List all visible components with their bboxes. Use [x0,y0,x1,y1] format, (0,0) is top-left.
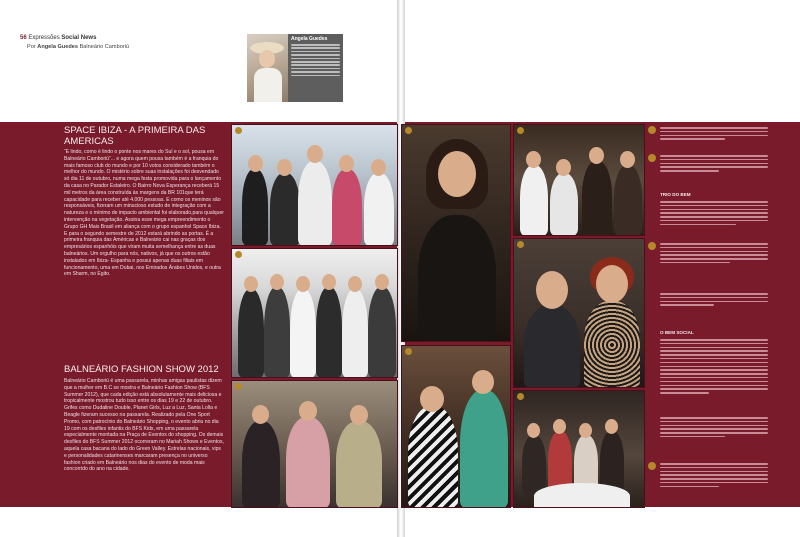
author-bio [288,34,343,102]
person-figure [270,173,300,246]
caption-column [648,124,770,507]
person-head [339,155,354,172]
person-figure [342,289,368,378]
person-head [348,276,362,292]
page-header [20,35,96,41]
person-figure [290,289,316,378]
person-head [350,405,368,425]
person-head [299,401,317,421]
person-head [589,147,604,164]
photo-number-badge [517,127,524,134]
byline-author: Angela Guedes [37,44,79,50]
person-head [596,265,628,303]
article-column [63,122,225,507]
person-head [277,159,292,176]
person-figure [550,173,578,236]
photo-03-group [231,380,398,508]
bio-line [291,75,340,77]
person-figure [298,161,332,246]
author-body [254,68,282,102]
person-head [579,423,592,438]
photo-06-group [513,124,645,236]
person-head [296,276,310,292]
caption-number-badge [648,126,656,134]
bio-line [291,44,340,46]
photo-02-group [231,248,398,378]
bio-line [291,47,340,49]
section-name: Expressões [28,35,60,41]
bio-line [291,71,340,73]
photo-number-badge [517,393,524,400]
author-face [259,50,275,68]
photo-number-badge [405,127,412,134]
person-head [371,159,386,176]
person-figure [522,435,546,495]
photo-number-badge [517,241,524,248]
person-figure [582,161,612,236]
photo-08-table [513,390,645,508]
person-figure [264,287,290,378]
person-figure [238,289,264,378]
person-head [248,155,263,172]
caption-number-badge [648,154,656,162]
table-cloth [534,483,630,508]
photo-number-badge [405,348,412,355]
caption-text-lines [660,463,768,490]
person-head [270,274,284,290]
person-figure [408,406,458,508]
photo-01-group [231,124,398,246]
caption-text-lines [660,243,768,266]
person-head [553,419,566,434]
article-title-fashion-show: BALNEÁRIO FASHION SHOW 2012 [64,364,219,375]
caption-number-badge [648,242,656,250]
photo-number-badge [235,251,242,258]
person-head [620,151,635,168]
caption-number-badge [648,462,656,470]
person-head [244,276,258,292]
byline-prefix: Por [27,44,36,50]
caption-title: TRIO DO BEM [660,192,691,197]
person-head [472,370,494,394]
person-figure [460,390,508,508]
photo-number-badge [235,383,242,390]
caption-text-lines [660,417,768,440]
photo-07-pair [513,238,645,388]
person-head [375,274,389,290]
person-figure [242,169,268,246]
person-figure [336,421,382,508]
person-head [420,386,444,412]
person-head [536,271,568,309]
person-figure [364,173,394,246]
person-head [527,423,540,438]
person-head [252,405,269,424]
caption-text-lines [660,293,768,308]
page-number: 56 [20,35,27,41]
article-title-space-ibiza: SPACE IBIZA - A PRIMEIRA DAS AMERICAS [64,125,206,147]
caption-text-lines [660,339,768,396]
person-head [438,151,476,197]
author-photo [247,34,288,102]
person-head [605,419,618,434]
photo-number-badge [235,127,242,134]
person-figure [332,169,362,246]
bio-line [291,58,340,60]
bio-line [291,64,340,66]
caption-title: O BEM SOCIAL [660,330,694,335]
person-head [526,151,541,168]
byline [27,44,129,50]
bio-line [291,54,340,56]
person-head [307,145,323,163]
bio-line [291,61,340,63]
person-figure [286,417,330,508]
photo-04-portrait [401,124,511,342]
person-figure [524,305,580,388]
person-figure [316,287,342,378]
person-figure [584,301,640,388]
person-figure [242,421,280,508]
article-body-fashion-show: Balneário Camboriú é uma passarela, minhas amigas paulistas dizem que a mulher em B.C se mostra e Balneário Fashion Show (BFS Summer 2012), que cada edição está absolutamente mais deliciosa e tropicalmente mostrou tudo isso entre os dias 19 e 22 de outubro. Grifes como Dudaline Double, Planet Girls, Luz a Luz, Santa Lolla e Beagle fizeram sucesso na passarela. Realizado pela One Sport Promo, com patrocínio do Balneário Shopping, o evento abriu no dia 19 com os desfiles infantis do BFS Kids, em uma passarela especialmente montada na Praça de Eventos do shopping. Os demais desfiles do BFS Summer 2012 ocorreram no Mariah Shows e Eventos, aquela casa bacana do lado do Green Valley. Estrelas nacionais, vips e personalidades catarinenses marcaram presença no universo fashion criado em Balneário nos dias do evento de moda mais concorrido do ano na cidade. [64,378,224,473]
person-figure [520,165,548,236]
author-name: Angela Guedes [291,36,328,42]
bio-line [291,51,340,53]
caption-text-lines [660,127,768,142]
photo-05-pair [401,345,511,508]
person-head [556,159,571,176]
person-figure [418,215,496,342]
column-name: Social News [61,35,97,41]
caption-text-lines [660,155,768,174]
byline-location: Balneário Camboriú [79,44,130,50]
person-head [322,274,336,290]
person-figure [368,287,396,378]
bio-line [291,68,340,70]
article-body-space-ibiza: “É lindo, como é lindo o ponte nos mares do Sul e o sol, pousa em Balneário Camboriú”... e agora quem pousa também é a franquia do mais famoso club do mundo e por 10 votos considerado também o melhor do mundo. O mistério sobre suas instalações foi desvendado só dia 11 de outubro, numa mega festa promovida para o lançamento da casa no Parador Estaleiro. O Bairro Nova Esperança receberá 15 mil metros da área construída às margens da BR 101que terá capacidade para receber até 4.000 pessoas. E como os meninos são responsáveis, fizeram um minucioso estudo de integração com a natureza e o mínimo de impacto ambiental foi elaborado,para qualquer intervenção na vegetação. Assina esse mega empreendimento o Grupo GH Mais Brasil em aliança com o grupo espanhol Space Ibiza. E para o segundo semestre de 2012 estará abrindo as portas. É a primeira franquia das Américas e Balneário cai nas graças dos empresários espanhóis que viram muita semelhança entre as duas balneários. Um orgulho para nós, nativos, já que os outros estão instalados em Ibiza- Espanha e possui apenas duas filiais em funcionamento, uma em Dubai, nos Emirados Árabes Unidos, e outra em Sharm, no Egito. [64,149,224,278]
person-figure [614,165,642,236]
caption-text-lines [660,201,768,228]
